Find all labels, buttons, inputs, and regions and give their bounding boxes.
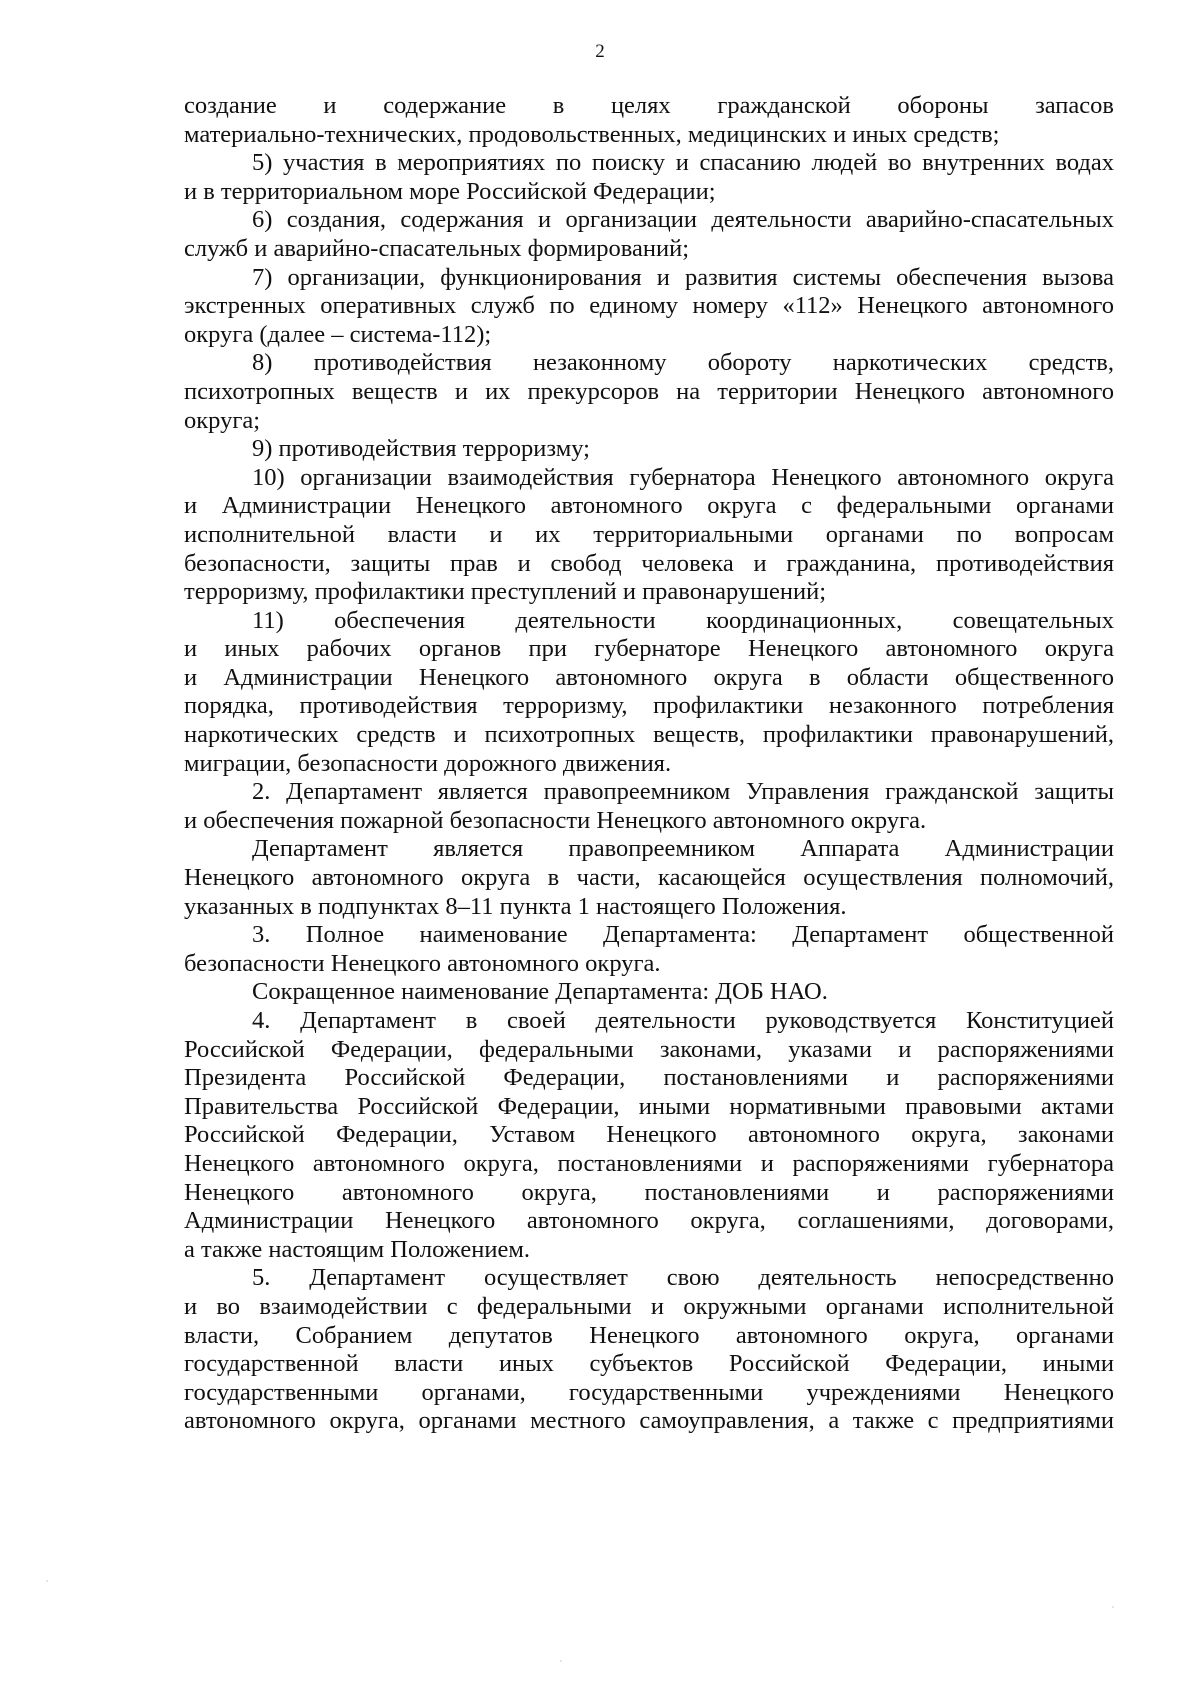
text-line: Ненецкого автономного округа, постановлениями и распоряжениями губернатора: [184, 1149, 1114, 1177]
text-line: и в территориальном море Российской Федерации;: [184, 177, 716, 205]
text-line: наркотических средств и психотропных веществ, профилактики правонарушений,: [184, 721, 1114, 749]
text-line: и иных рабочих органов при губернаторе Ненецкого автономного округа: [184, 635, 1114, 663]
text-line: миграции, безопасности дорожного движения.: [184, 749, 672, 777]
text-line: безопасности, защиты прав и свобод человека и гражданина, противодействия: [184, 549, 1114, 577]
text-line: государственными органами, государственными учреждениями Ненецкого: [184, 1378, 1114, 1406]
text-line: указанных в подпунктах 8–11 пункта 1 настоящего Положения.: [184, 892, 847, 920]
text-line: исполнительной власти и их территориальными органами по вопросам: [184, 520, 1114, 548]
text-line: Администрации Ненецкого автономного округа, соглашениями, договорами,: [184, 1207, 1114, 1235]
text-line: и Администрации Ненецкого автономного округа в области общественного: [184, 663, 1114, 691]
text-line: 7) организации, функционирования и развития системы обеспечения вызова: [252, 263, 1114, 291]
text-line: Президента Российской Федерации, постановлениями и распоряжениями: [184, 1064, 1114, 1092]
text-line: 3. Полное наименование Департамента: Департамент общественной: [252, 921, 1114, 949]
text-line: и обеспечения пожарной безопасности Ненецкого автономного округа.: [184, 806, 927, 834]
text-line: Ненецкого автономного округа, постановлениями и распоряжениями: [184, 1178, 1114, 1206]
text-line: 6) создания, содержания и организации деятельности аварийно-спасательных: [252, 206, 1114, 234]
scan-speck: [560, 1660, 562, 1662]
text-line: округа (далее – система-112);: [184, 320, 492, 348]
text-line: терроризму, профилактики преступлений и правонарушений;: [184, 578, 827, 606]
text-line: и во взаимодействии с федеральными и окружными органами исполнительной: [184, 1292, 1114, 1320]
text-line: психотропных веществ и их прекурсоров на территории Ненецкого автономного: [184, 377, 1114, 405]
text-line: 11) обеспечения деятельности координационных, совещательных: [252, 606, 1114, 634]
text-line: Российской Федерации, Уставом Ненецкого автономного округа, законами: [184, 1121, 1114, 1149]
text-line: экстренных оперативных служб по единому номеру «112» Ненецкого автономного: [184, 292, 1114, 320]
text-line: и Администрации Ненецкого автономного округа с федеральными органами: [184, 492, 1114, 520]
text-line: а также настоящим Положением.: [184, 1235, 530, 1263]
text-line: служб и аварийно-спасательных формирований;: [184, 234, 690, 262]
text-line: Сокращенное наименование Департамента: ДОБ НАО.: [252, 978, 828, 1006]
text-line: порядка, противодействия терроризму, профилактики незаконного потребления: [184, 692, 1114, 720]
text-line: 10) организации взаимодействия губернатора Ненецкого автономного округа: [252, 463, 1114, 491]
text-line: материально-технических, продовольственных, медицинских и иных средств;: [184, 120, 1000, 148]
text-line: создание и содержание в целях гражданской обороны запасов: [184, 92, 1114, 119]
text-line: 8) противодействия незаконному обороту наркотических средств,: [252, 349, 1114, 377]
text-line: Правительства Российской Федерации, иными нормативными правовыми актами: [184, 1092, 1114, 1120]
document-body: [184, 92, 1114, 1436]
text-line: Российской Федерации, федеральными законами, указами и распоряжениями: [184, 1035, 1114, 1063]
text-line: 5) участия в мероприятиях по поиску и спасанию людей во внутренних водах: [252, 149, 1114, 177]
text-line: безопасности Ненецкого автономного округа.: [184, 949, 661, 977]
scan-speck: [1112, 1606, 1114, 1608]
text-line: Ненецкого автономного округа в части, касающейся осуществления полномочий,: [184, 864, 1114, 892]
text-line: 5. Департамент осуществляет свою деятельность непосредственно: [252, 1264, 1114, 1292]
scan-speck: [46, 1580, 48, 1582]
text-line: округа;: [184, 406, 261, 434]
text-line: 9) противодействия терроризму;: [252, 435, 590, 463]
text-line: государственной власти иных субъектов Российской Федерации, иными: [184, 1350, 1114, 1378]
text-line: власти, Собранием депутатов Ненецкого автономного округа, органами: [184, 1321, 1114, 1349]
text-line: 4. Департамент в своей деятельности руководствуется Конституцией: [252, 1007, 1114, 1034]
text-line: Департамент является правопреемником Аппарата Администрации: [252, 835, 1114, 863]
text-line: автономного округа, органами местного самоуправления, а также с предприятиями: [184, 1407, 1114, 1435]
page-number: 2: [595, 41, 605, 62]
text-line: 2. Департамент является правопреемником Управления гражданской защиты: [252, 778, 1114, 806]
